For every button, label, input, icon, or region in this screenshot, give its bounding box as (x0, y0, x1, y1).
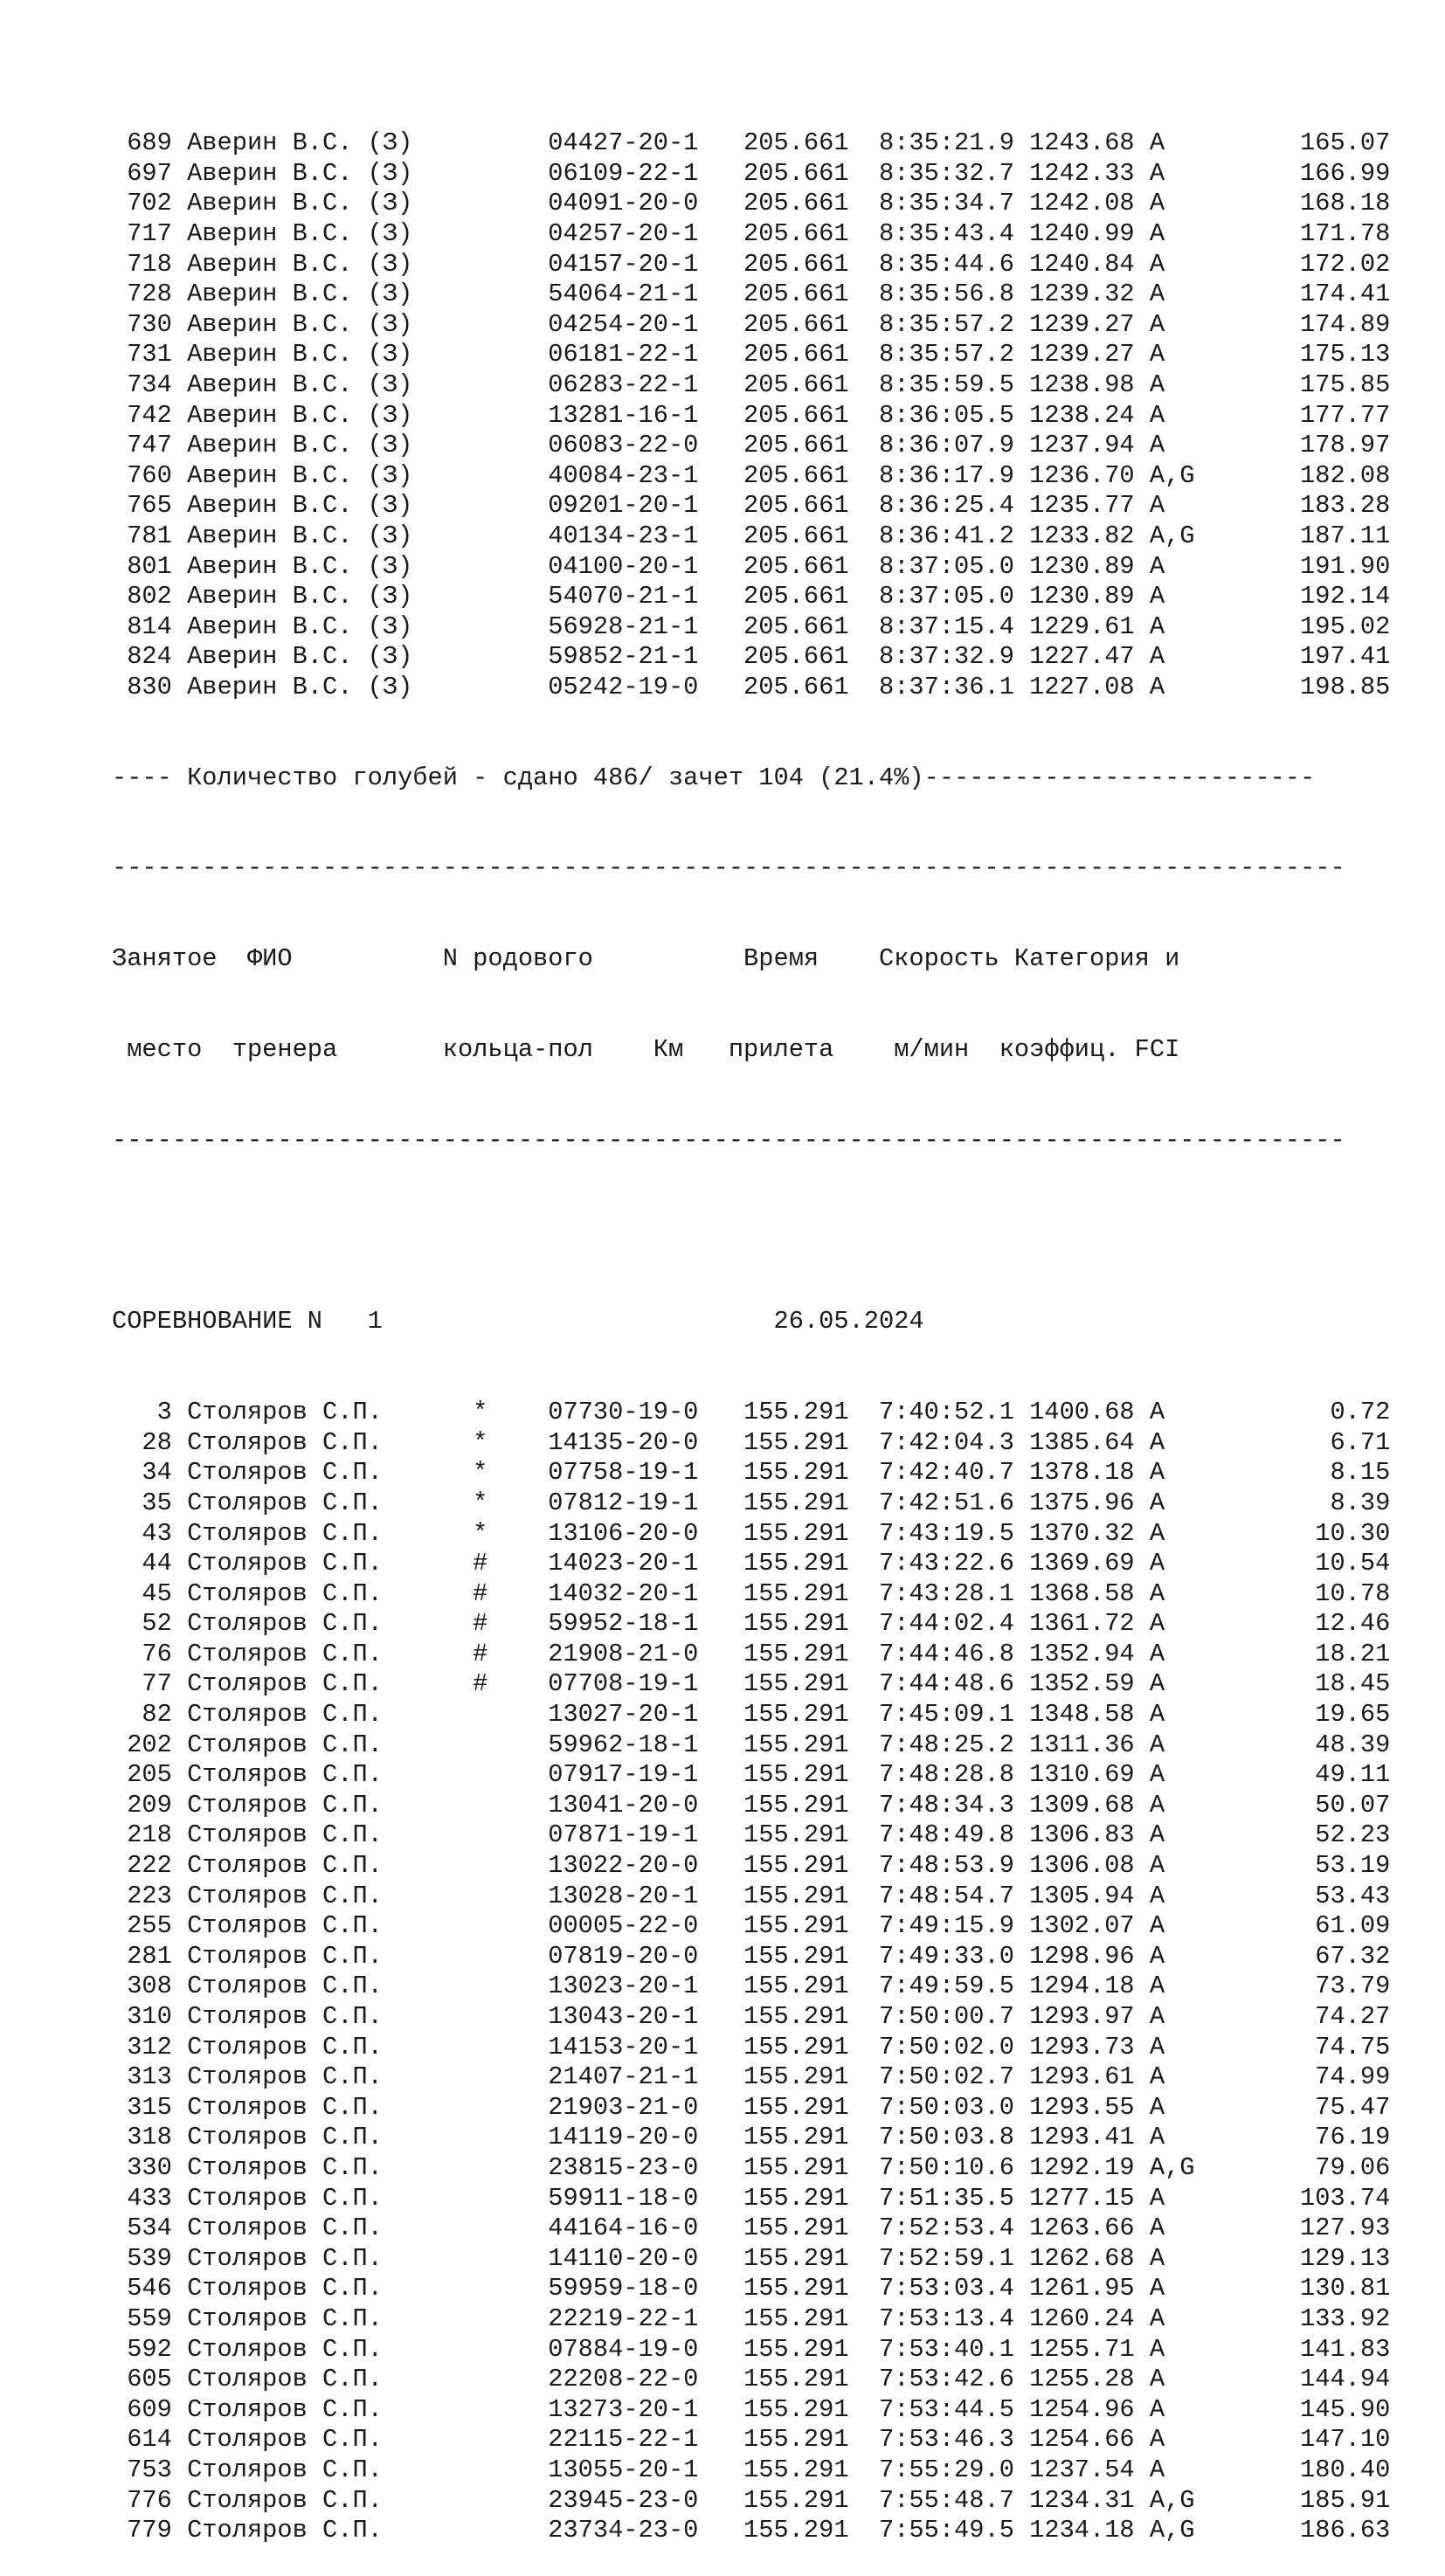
result-row: 76 Столяров С.П. # 21908-21-0 155.291 7:44:46.8 1352.94 A 18.21 (112, 1639, 1391, 1668)
results-table-top (112, 128, 1422, 702)
result-row: 728 Аверин В.С. (З) 54064-21-1 205.661 8:35:56.8 1239.32 A 174.41 (112, 280, 1391, 309)
result-row: 814 Аверин В.С. (З) 56928-21-1 205.661 8:37:15.4 1229.61 A 195.02 (112, 611, 1391, 641)
column-header-line-2: место тренера кольца-пол Км прилета м/мин коэффиц. FCI (112, 1035, 1180, 1064)
result-row: 592 Столяров С.П. 07884-19-0 155.291 7:53:40.1 1255.71 A 141.83 (112, 2334, 1391, 2364)
result-row: 28 Столяров С.П. * 14135-20-0 155.291 7:42:04.3 1385.64 A 6.71 (112, 1427, 1391, 1457)
result-row: 45 Столяров С.П. # 14032-20-1 155.291 7:43:28.1 1368.58 A 10.78 (112, 1578, 1391, 1608)
competition-line: СОРЕВНОВАНИЕ N 1 26.05.2024 (112, 1307, 924, 1336)
result-row: 559 Столяров С.П. 22219-22-1 155.291 7:53:13.4 1260.24 A 133.92 (112, 2303, 1391, 2333)
result-row: 689 Аверин В.С. (З) 04427-20-1 205.661 8:35:21.9 1243.68 A 165.07 (112, 128, 1391, 158)
result-row: 702 Аверин В.С. (З) 04091-20-0 205.661 8:35:34.7 1242.08 A 168.18 (112, 189, 1391, 218)
result-row: 223 Столяров С.П. 13028-20-1 155.291 7:48:54.7 1305.94 A 53.43 (112, 1881, 1391, 1910)
result-row: 34 Столяров С.П. * 07758-19-1 155.291 7:42:40.7 1378.18 A 8.15 (112, 1458, 1391, 1488)
result-row: 830 Аверин В.С. (З) 05242-19-0 205.661 8:37:36.1 1227.08 A 198.85 (112, 672, 1391, 701)
result-row: 43 Столяров С.П. * 13106-20-0 155.291 7:43:19.5 1370.32 A 10.30 (112, 1518, 1391, 1548)
result-row: 52 Столяров С.П. # 59952-18-1 155.291 7:44:02.4 1361.72 A 12.46 (112, 1609, 1391, 1639)
result-row: 742 Аверин В.С. (З) 13281-16-1 205.661 8:36:05.5 1238.24 A 177.77 (112, 400, 1391, 430)
result-row: 730 Аверин В.С. (З) 04254-20-1 205.661 8:35:57.2 1239.27 A 174.89 (112, 309, 1391, 339)
result-row: 802 Аверин В.С. (З) 54070-21-1 205.661 8:37:05.0 1230.89 A 192.14 (112, 582, 1391, 611)
result-row: 734 Аверин В.С. (З) 06283-22-1 205.661 8:35:59.5 1238.98 A 175.85 (112, 369, 1391, 399)
result-row: 753 Столяров С.П. 13055-20-1 155.291 7:55:29.0 1237.54 A 180.40 (112, 2455, 1391, 2484)
result-row: 605 Столяров С.П. 22208-22-0 155.291 7:53:42.6 1255.28 A 144.94 (112, 2365, 1391, 2394)
result-row: 82 Столяров С.П. 13027-20-1 155.291 7:45:09.1 1348.58 A 19.65 (112, 1700, 1391, 1730)
result-row: 77 Столяров С.П. # 07708-19-1 155.291 7:44:48.6 1352.59 A 18.45 (112, 1669, 1391, 1699)
blank-line (112, 1217, 1422, 1247)
result-row: 209 Столяров С.П. 13041-20-0 155.291 7:48:34.3 1309.68 A 50.07 (112, 1790, 1391, 1820)
result-row: 717 Аверин В.С. (З) 04257-20-1 205.661 8:35:43.4 1240.99 A 171.78 (112, 218, 1391, 248)
result-row: 222 Столяров С.П. 13022-20-0 155.291 7:48:53.9 1306.08 A 53.19 (112, 1851, 1391, 1881)
result-row: 760 Аверин В.С. (З) 40084-23-1 205.661 8:36:17.9 1236.70 A,G 182.08 (112, 460, 1391, 490)
result-row: 44 Столяров С.П. # 14023-20-1 155.291 7:43:22.6 1369.69 A 10.54 (112, 1549, 1391, 1578)
result-row: 824 Аверин В.С. (З) 59852-21-1 205.661 8:37:32.9 1227.47 A 197.41 (112, 642, 1391, 672)
result-row: 433 Столяров С.П. 59911-18-0 155.291 7:51:35.5 1277.15 A 103.74 (112, 2183, 1391, 2213)
separator-line: ---------------------------------------------------------------------------------- (112, 1125, 1345, 1155)
result-row: 776 Столяров С.П. 23945-23-0 155.291 7:55:48.7 1234.31 A,G 185.91 (112, 2485, 1391, 2515)
result-row: 281 Столяров С.П. 07819-20-0 155.291 7:49:33.0 1298.96 A 67.32 (112, 1941, 1391, 1971)
result-row: 731 Аверин В.С. (З) 06181-22-1 205.661 8:35:57.2 1239.27 A 175.13 (112, 340, 1391, 369)
result-row: 747 Аверин В.С. (З) 06083-22-0 205.661 8:36:07.9 1237.94 A 178.97 (112, 431, 1391, 460)
result-row: 609 Столяров С.П. 13273-20-1 155.291 7:53:44.5 1254.96 A 145.90 (112, 2394, 1391, 2424)
result-row: 35 Столяров С.П. * 07812-19-1 155.291 7:42:51.6 1375.96 A 8.39 (112, 1488, 1391, 1517)
results-table-bottom (112, 1398, 1422, 2546)
result-row: 312 Столяров С.П. 14153-20-1 155.291 7:50:02.0 1293.73 A 74.75 (112, 2032, 1391, 2061)
result-row: 718 Аверин В.С. (З) 04157-20-1 205.661 8:35:44.6 1240.84 A 172.02 (112, 249, 1391, 279)
result-row: 255 Столяров С.П. 00005-22-0 155.291 7:49:15.9 1302.07 A 61.09 (112, 1911, 1391, 1941)
result-row: 781 Аверин В.С. (З) 40134-23-1 205.661 8:36:41.2 1233.82 A,G 187.11 (112, 521, 1391, 550)
summary-line: ---- Количество голубей - сдано 486/ зачет 104 (21.4%)-------------------------- (112, 763, 1316, 792)
result-row: 539 Столяров С.П. 14110-20-0 155.291 7:52:59.1 1262.68 A 129.13 (112, 2243, 1391, 2273)
result-row: 313 Столяров С.П. 21407-21-1 155.291 7:50:02.7 1293.61 A 74.99 (112, 2062, 1391, 2092)
result-row: 534 Столяров С.П. 44164-16-0 155.291 7:52:53.4 1263.66 A 127.93 (112, 2213, 1391, 2243)
separator-line: ---------------------------------------------------------------------------------- (112, 853, 1345, 883)
result-row: 205 Столяров С.П. 07917-19-1 155.291 7:48:28.8 1310.69 A 49.11 (112, 1760, 1391, 1790)
result-row: 318 Столяров С.П. 14119-20-0 155.291 7:50:03.8 1293.41 A 76.19 (112, 2123, 1391, 2152)
column-header-line-1: Занятое ФИО N родового Время Скорость Категория и (112, 944, 1180, 974)
result-row: 308 Столяров С.П. 13023-20-1 155.291 7:49:59.5 1294.18 A 73.79 (112, 1972, 1391, 2001)
result-row: 310 Столяров С.П. 13043-20-1 155.291 7:50:00.7 1293.97 A 74.27 (112, 2002, 1391, 2031)
result-row: 801 Аверин В.С. (З) 04100-20-1 205.661 8:37:05.0 1230.89 A 191.90 (112, 551, 1391, 581)
result-row: 3 Столяров С.П. * 07730-19-0 155.291 7:40:52.1 1400.68 A 0.72 (112, 1398, 1391, 1427)
result-row: 779 Столяров С.П. 23734-23-0 155.291 7:55:49.5 1234.18 A,G 186.63 (112, 2516, 1391, 2545)
result-row: 697 Аверин В.С. (З) 06109-22-1 205.661 8:35:32.7 1242.33 A 166.99 (112, 158, 1391, 188)
result-row: 330 Столяров С.П. 23815-23-0 155.291 7:50:10.6 1292.19 A,G 79.06 (112, 2152, 1391, 2182)
results-report (112, 68, 1422, 2576)
result-row: 765 Аверин В.С. (З) 09201-20-1 205.661 8:36:25.4 1235.77 A 183.28 (112, 491, 1391, 521)
result-row: 315 Столяров С.П. 21903-21-0 155.291 7:50:03.0 1293.55 A 75.47 (112, 2092, 1391, 2122)
result-row: 614 Столяров С.П. 22115-22-1 155.291 7:53:46.3 1254.66 A 147.10 (112, 2425, 1391, 2455)
result-row: 218 Столяров С.П. 07871-19-1 155.291 7:48:49.8 1306.83 A 52.23 (112, 1820, 1391, 1850)
result-row: 202 Столяров С.П. 59962-18-1 155.291 7:48:25.2 1311.36 A 48.39 (112, 1730, 1391, 1759)
result-row: 546 Столяров С.П. 59959-18-0 155.291 7:53:03.4 1261.95 A 130.81 (112, 2274, 1391, 2303)
